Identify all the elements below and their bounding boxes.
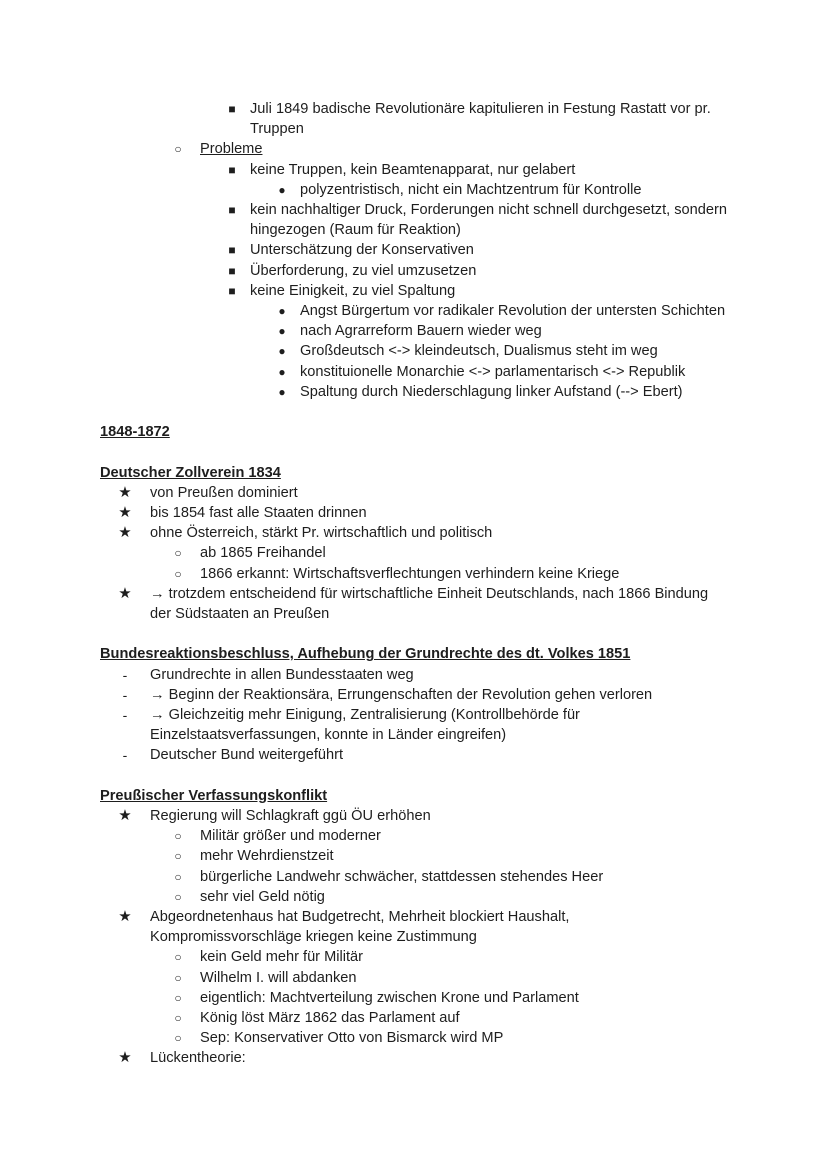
item-text: Wilhelm I. will abdanken — [200, 969, 357, 986]
item-text: kein Geld mehr für Militär — [200, 949, 364, 966]
item-text: Sep: Konservativer Otto von Bismarck wird MP — [200, 1030, 504, 1047]
item-text: Kompromissvorschläge kriegen keine Zustimmung — [150, 929, 477, 946]
item-text: mehr Wehrdienstzeit — [200, 848, 334, 865]
item-text: ohne Österreich, stärkt Pr. wirtschaftlich und politisch — [150, 525, 493, 542]
disc-bullet-icon: ● — [278, 324, 286, 339]
item-text: von Preußen dominiert — [150, 484, 298, 501]
square-bullet-icon: ■ — [228, 203, 236, 217]
item-text: Lückentheorie: — [150, 1050, 246, 1067]
circle-bullet-icon: ○ — [174, 990, 182, 1005]
star-bullet-icon: ★ — [118, 504, 132, 521]
circle-bullet-icon: ○ — [174, 1011, 182, 1025]
item-text: keine Einigkeit, zu viel Spaltung — [250, 282, 456, 299]
item-text: Überforderung, zu viel umzusetzen — [250, 262, 477, 279]
heading-text: Preußischer Verfassungskonflikt — [100, 787, 328, 804]
item-text: keine Truppen, kein Beamtenapparat, nur gelabert — [250, 161, 576, 178]
item-text: Regierung will Schlagkraft ggü ÖU erhöhen — [150, 808, 431, 824]
heading-text: Bundesreaktionsbeschluss, Aufhebung der Grundrechte des dt. Volkes 1851 — [100, 646, 631, 663]
item-text: → trotzdem entscheidend für wirtschaftliche Einheit Deutschlands, nach 1866 Bindung — [150, 585, 709, 602]
item-text: ab 1865 Freihandel — [200, 545, 326, 562]
item-text: Abgeordnetenhaus hat Budgetrecht, Mehrheit blockiert Haushalt, — [150, 909, 570, 925]
item-text: bis 1854 fast alle Staaten drinnen — [150, 505, 367, 521]
disc-bullet-icon: ● — [278, 304, 286, 318]
square-bullet-icon: ■ — [228, 283, 236, 298]
square-bullet-icon: ■ — [228, 243, 236, 258]
item-text: nach Agrarreform Bauern wieder weg — [300, 323, 542, 340]
dash-bullet-icon: - — [122, 747, 128, 764]
item-text: Großdeutsch <-> kleindeutsch, Dualismus steht im weg — [300, 343, 658, 360]
circle-bullet-icon: ○ — [174, 142, 182, 157]
item-text: Unterschätzung der Konservativen — [250, 242, 474, 259]
item-text: Spaltung durch Niederschlagung linker Aufstand (--> Ebert) — [300, 383, 683, 400]
disc-bullet-icon: ● — [278, 344, 286, 359]
item-text: kein nachhaltiger Druck, Forderungen nicht schnell durchgesetzt, sondern — [250, 202, 727, 218]
square-bullet-icon: ■ — [228, 102, 236, 116]
disc-bullet-icon: ● — [278, 364, 286, 379]
star-bullet-icon: ★ — [118, 524, 132, 542]
dash-bullet-icon: - — [122, 666, 128, 683]
item-text: Truppen — [250, 121, 304, 138]
square-bullet-icon: ■ — [228, 162, 236, 177]
circle-bullet-icon: ○ — [174, 950, 182, 965]
item-text: 1866 erkannt: Wirtschaftsverflechtungen verhindern keine Kriege — [200, 565, 620, 582]
circle-bullet-icon: ○ — [174, 970, 182, 985]
circle-bullet-icon: ○ — [174, 889, 182, 904]
item-text: Grundrechte in allen Bundesstaaten weg — [150, 666, 414, 683]
item-text: König löst März 1862 das Parlament auf — [200, 1010, 460, 1026]
star-bullet-icon: ★ — [118, 584, 132, 602]
item-text: Einzelstaatsverfassungen, konnte in Länder eingreifen) — [150, 727, 507, 744]
item-text: → Gleichzeitig mehr Einigung, Zentralisierung (Kontrollbehörde für — [150, 707, 580, 723]
dash-bullet-icon: - — [122, 686, 128, 703]
star-bullet-icon: ★ — [118, 483, 132, 501]
item-text: hingezogen (Raum für Reaktion) — [250, 222, 461, 239]
circle-bullet-icon: ○ — [174, 546, 182, 561]
item-text: Juli 1849 badische Revolutionäre kapitulieren in Festung Rastatt vor pr. — [250, 101, 711, 117]
item-text: bürgerliche Landwehr schwächer, stattdessen stehendes Heer — [200, 868, 604, 885]
star-bullet-icon: ★ — [118, 807, 132, 824]
item-text: Angst Bürgertum vor radikaler Revolution der untersten Schichten — [300, 303, 726, 319]
item-text: der Südstaaten an Preußen — [150, 606, 330, 622]
item-text: Deutscher Bund weitergeführt — [150, 747, 344, 764]
circle-bullet-icon: ○ — [174, 566, 182, 581]
square-bullet-icon: ■ — [228, 263, 236, 278]
circle-bullet-icon: ○ — [174, 849, 182, 864]
item-text: eigentlich: Machtverteilung zwischen Krone und Parlament — [200, 989, 579, 1006]
dash-bullet-icon: - — [122, 707, 128, 723]
star-bullet-icon: ★ — [118, 908, 132, 925]
item-text: sehr viel Geld nötig — [200, 888, 325, 905]
disc-bullet-icon: ● — [278, 182, 286, 197]
circle-bullet-icon: ○ — [174, 829, 182, 844]
heading-text: Deutscher Zollverein 1834 — [100, 464, 281, 481]
disc-bullet-icon: ● — [278, 384, 286, 399]
star-bullet-icon: ★ — [118, 1049, 132, 1067]
item-text: Probleme — [200, 141, 263, 158]
item-text: konstituionelle Monarchie <-> parlamentarisch <-> Republik — [300, 363, 686, 380]
heading-text: 1848-1872 — [100, 424, 170, 441]
circle-bullet-icon: ○ — [174, 869, 182, 884]
item-text: polyzentristisch, nicht ein Machtzentrum für Kontrolle — [300, 181, 642, 198]
item-text: Militär größer und moderner — [200, 828, 381, 845]
item-text: → Beginn der Reaktionsära, Errungenschaften der Revolution gehen verloren — [150, 686, 653, 703]
circle-bullet-icon: ○ — [174, 1031, 182, 1046]
